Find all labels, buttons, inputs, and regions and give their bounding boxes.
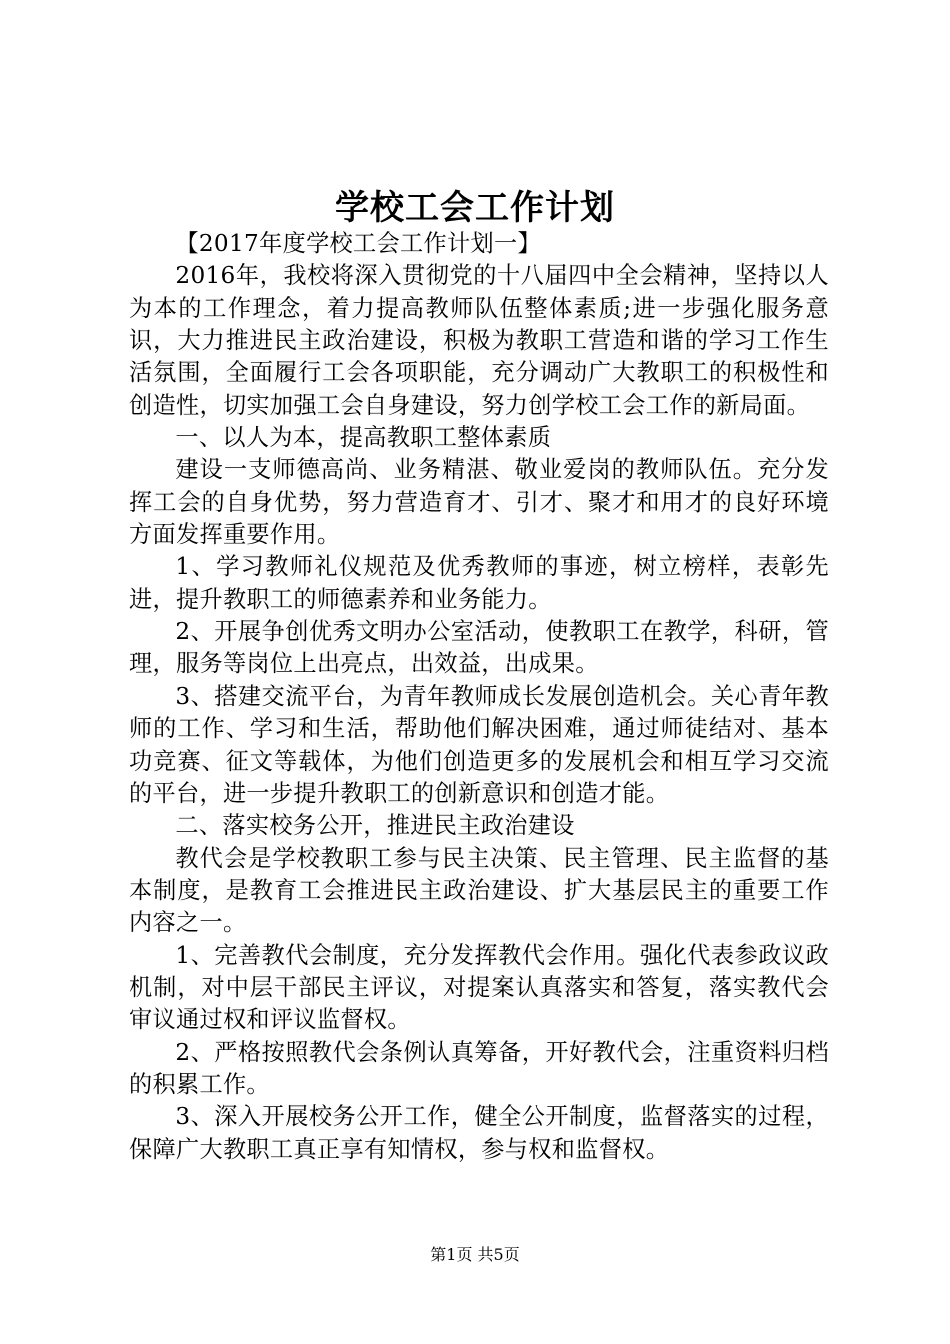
paragraph: 2、严格按照教代会条例认真筹备，开好教代会，注重资料归档的积累工作。 xyxy=(129,1038,829,1098)
paragraph: 教代会是学校教职工参与民主决策、民主管理、民主监督的基本制度，是教育工会推进民主政治建设、扩大基层民主的重要工作内容之一。 xyxy=(129,844,829,937)
paragraph: 3、深入开展校务公开工作，健全公开制度，监督落实的过程，保障广大教职工真正享有知情权，参与权和监督权。 xyxy=(129,1103,829,1163)
paragraph: 2、开展争创优秀文明办公室活动，使教职工在教学，科研，管理，服务等岗位上出亮点，出效益，出成果。 xyxy=(129,618,829,678)
document-title: 学校工会工作计划 xyxy=(335,188,615,228)
paragraph-subtitle: 【2017年度学校工会工作计划一】 xyxy=(175,230,541,257)
paragraph-intro: 2016年，我校将深入贯彻党的十八届四中全会精神，坚持以人为本的工作理念，着力提高教师队伍整体素质;进一步强化服务意识，大力推进民主政治建设，积极为教职工营造和谐的学习工作生活氛围，全面履行工会各项职能，充分调动广大教职工的积极性和创造性，切实加强工会自身建设，努力创学校工会工作的新局面。 xyxy=(129,262,829,419)
section-heading-2: 二、落实校务公开，推进民主政治建设 xyxy=(175,812,575,840)
paragraph: 1、学习教师礼仪规范及优秀教师的事迹，树立榜样，表彰先进，提升教职工的师德素养和业务能力。 xyxy=(129,553,829,613)
paragraph: 1、完善教代会制度，充分发挥教代会作用。强化代表参政议政机制，对中层干部民主评议，对提案认真落实和答复，落实教代会审议通过权和评议监督权。 xyxy=(129,941,829,1034)
paragraph: 建设一支师德高尚、业务精湛、敬业爱岗的教师队伍。充分发挥工会的自身优势，努力营造育才、引才、聚才和用才的良好环境方面发挥重要作用。 xyxy=(129,456,829,549)
section-heading-1: 一、以人为本，提高教职工整体素质 xyxy=(175,424,552,452)
document-body xyxy=(129,228,829,1166)
paragraph: 3、搭建交流平台，为青年教师成长发展创造机会。关心青年教师的工作、学习和生活，帮助他们解决困难，通过师徒结对、基本功竞赛、征文等载体，为他们创造更多的发展机会和相互学习交流的平台，进一步提升教职工的创新意识和创造才能。 xyxy=(129,682,829,807)
page-footer: 第1页 共5页 xyxy=(430,1245,520,1264)
